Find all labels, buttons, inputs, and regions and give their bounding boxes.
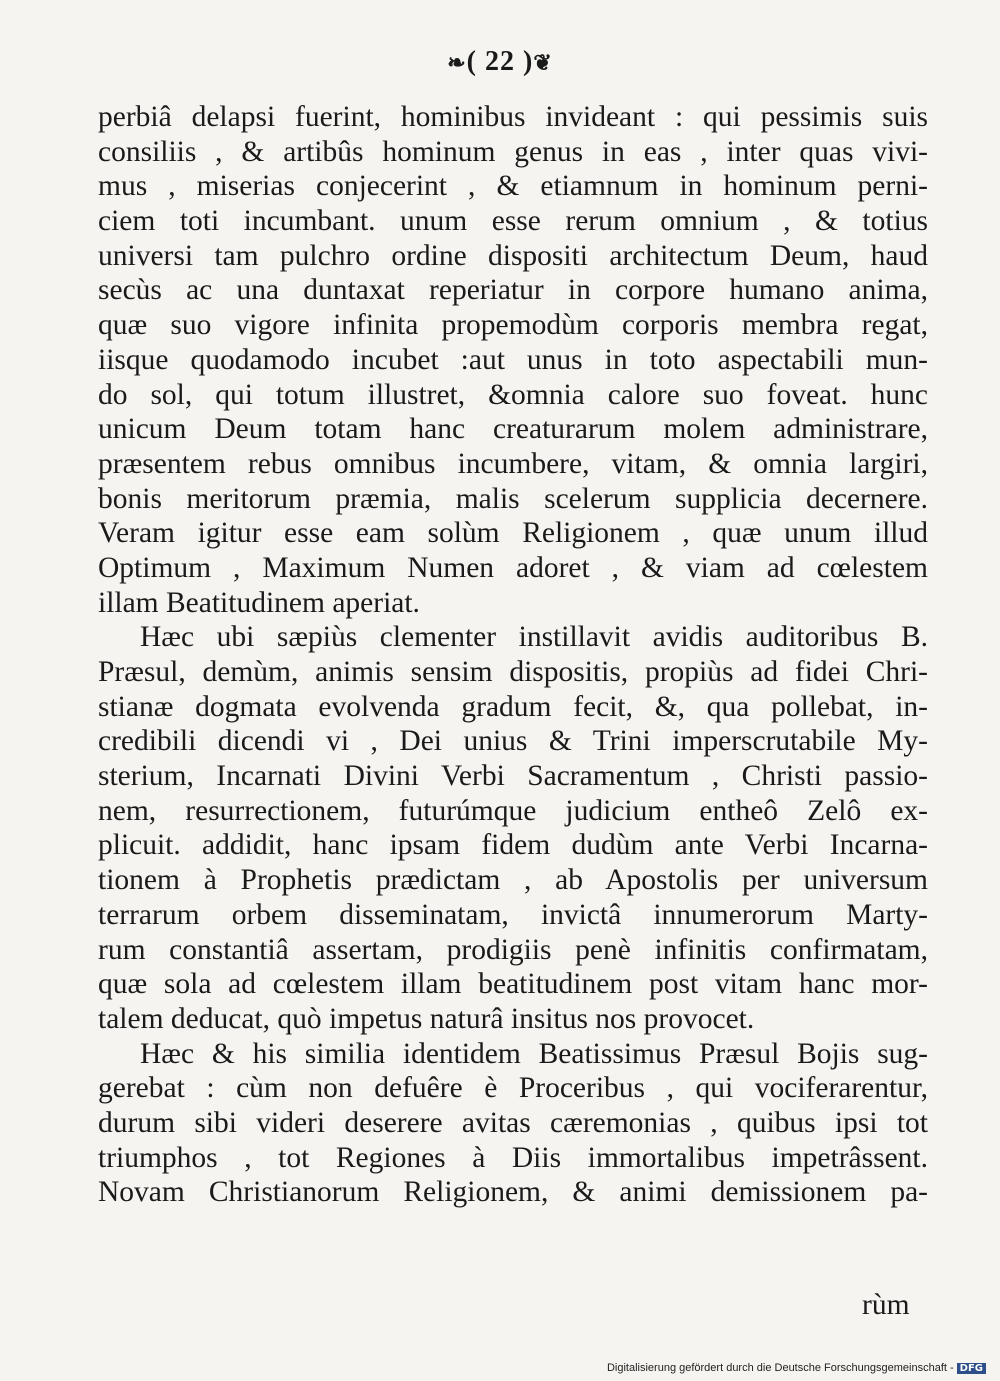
paragraph-start-line: Hæc ubi sæpiùs clementer instillavit avidis auditoribus B. [140, 621, 928, 654]
text-line: quæ suo vigore infinita propemodùm corporis membra regat, [98, 309, 928, 342]
text-line: gerebat : cùm non defuêre è Proceribus , qui vociferarentur, [98, 1072, 928, 1105]
text-line: credibili dicendi vi , Dei unius & Trini imperscrutabile My- [98, 725, 928, 758]
text-line: sterium, Incarnati Divini Verbi Sacramentum , Christi passio- [98, 760, 928, 793]
text-line: triumphos , tot Regiones à Diis immortalibus impetrâssent. [98, 1141, 928, 1174]
text-line: bonis meritorum præmia, malis scelerum supplicia decernere. [98, 482, 928, 515]
page-header [0, 46, 1000, 78]
ornament-right-icon: ❦ [533, 50, 553, 75]
text-line: rum constantiâ assertam, prodigiis penè infinitis confirmatam, [98, 933, 928, 966]
text-line: secùs ac una duntaxat reperiatur in corpore humano anima, [98, 274, 928, 307]
text-line: talem deducat, quò impetus naturâ insitus nos provocet. [98, 1002, 755, 1035]
text-line: Veram igitur esse eam solùm Religionem , quæ unum illud [98, 517, 928, 550]
digitization-footer [607, 1362, 986, 1374]
text-line: terrarum orbem disseminatam, invictâ innumerorum Marty- [98, 898, 928, 931]
body-text [98, 100, 928, 1210]
text-line: mus , miserias conjecerint , & etiamnum in hominum perni- [98, 170, 928, 203]
text-line: unicum Deum totam hanc creaturarum molem administrare, [98, 413, 928, 446]
text-line: ciem toti incumbant. unum esse rerum omnium , & totius [98, 205, 928, 238]
text-line: nem, resurrectionem, futurúmque judicium entheô Zelô ex- [98, 794, 928, 827]
text-line: plicuit. addidit, hanc ipsam fidem dudùm ante Verbi Incarna- [98, 829, 928, 862]
text-line: tionem à Prophetis prædictam , ab Apostolis per universum [98, 864, 928, 897]
text-line: do sol, qui totum illustret, &omnia calore suo foveat. hunc [98, 378, 928, 411]
text-line: perbiâ delapsi fuerint, hominibus invideant : qui pessimis suis [98, 101, 928, 133]
text-line: Novam Christianorum Religionem, & animi demissionem pa- [98, 1176, 928, 1209]
text-line: Præsul, demùm, animis sensim dispositis, propiùs ad fidei Chri- [98, 656, 928, 688]
text-line: Optimum , Maximum Numen adoret , & viam ad cœlestem [98, 551, 928, 584]
text-line: stianæ dogmata evolvenda gradum fecit, &, qua pollebat, in- [98, 690, 928, 723]
text-line: illam Beatitudinem aperiat. [98, 586, 420, 619]
text-line: præsentem rebus omnibus incumbere, vitam, & omnia largiri, [98, 447, 928, 480]
text-line: quæ sola ad cœlestem illam beatitudinem post vitam hanc mor- [98, 968, 928, 1001]
text-line: consiliis , & artibûs hominum genus in eas , inter quas vivi- [98, 135, 928, 168]
ornament-left-icon: ❧ [447, 50, 467, 75]
dfg-logo: DFG [957, 1363, 986, 1374]
text-line: iisque quodamodo incubet :aut unus in toto aspectabili mun- [98, 343, 928, 376]
text-line: durum sibi videri deserere avitas cæremonias , quibus ipsi tot [98, 1106, 928, 1139]
page-number: ( 22 ) [466, 46, 534, 77]
footer-text: Digitalisierung gefördert durch die Deutsche Forschungsgemeinschaft - [606, 1362, 954, 1374]
paragraph-start-line: Hæc & his similia identidem Beatissimus Præsul Bojis sug- [140, 1037, 928, 1070]
catchword: rùm [862, 1289, 910, 1321]
text-line: universi tam pulchro ordine dispositi architectum Deum, haud [98, 239, 928, 272]
